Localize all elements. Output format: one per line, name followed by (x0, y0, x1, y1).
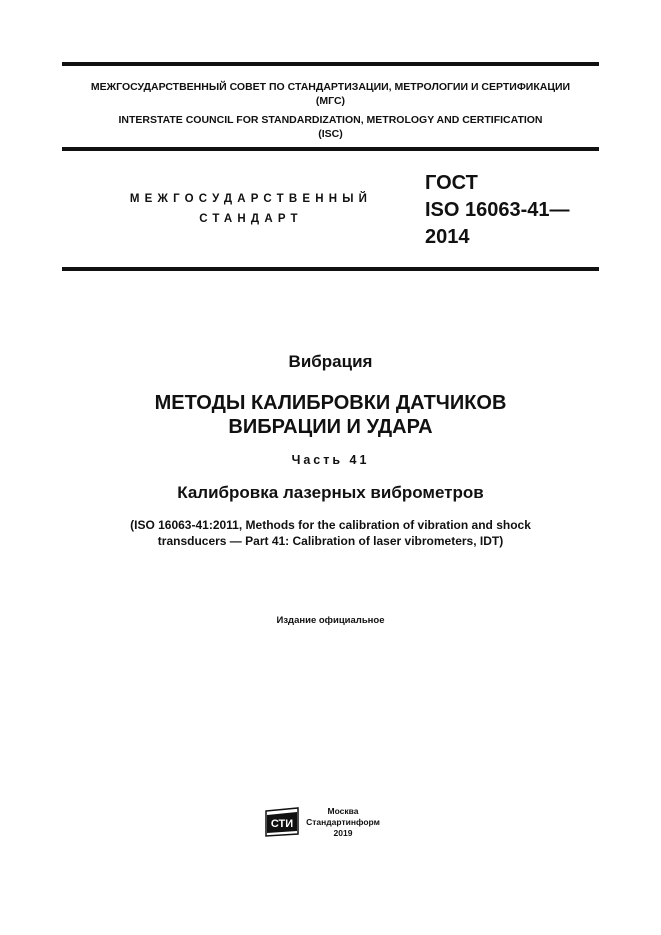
council-ru-abbr: (МГС) (315, 95, 346, 107)
council-en-abbr: (ISC) (318, 128, 343, 140)
top-rule (62, 62, 599, 66)
subtitle: Калибровка лазерных виброметров (177, 483, 484, 502)
iso-reference-line1: (ISO 16063-41:2011, Methods for the calibration of vibration and shock (130, 518, 531, 532)
topic-title: Вибрация (288, 352, 373, 371)
standard-rule (62, 267, 599, 271)
code-line2: ISO 16063-41— (425, 199, 570, 221)
code-line1: ГОСТ (425, 172, 478, 194)
standard-type-line1: МЕЖГОСУДАРСТВЕННЫЙ (129, 193, 373, 205)
main-title-line1: МЕТОДЫ КАЛИБРОВКИ ДАТЧИКОВ (154, 392, 507, 414)
code-line3: 2014 (425, 226, 470, 248)
part-label: Часть 41 (291, 453, 370, 467)
edition-label: Издание официальное (276, 615, 385, 626)
main-title-line2: ВИБРАЦИИ И УДАРА (228, 416, 433, 438)
publisher-city: Москва (327, 806, 359, 816)
svg-text:СТИ: СТИ (270, 818, 294, 830)
standard-type-line2: СТАНДАРТ (199, 213, 303, 225)
standard-code (425, 170, 570, 251)
council-ru: МЕЖГОСУДАРСТВЕННЫЙ СОВЕТ ПО СТАНДАРТИЗАЦИИ, МЕТРОЛОГИИ И СЕРТИФИКАЦИИ (90, 81, 571, 93)
iso-reference-line2: transducers — Part 41: Calibration of laser vibrometers, IDT) (157, 534, 504, 548)
header-rule (62, 147, 599, 151)
publisher-info (305, 806, 381, 839)
publisher-year: 2019 (333, 828, 353, 838)
standartinform-logo (264, 807, 300, 837)
council-en: INTERSTATE COUNCIL FOR STANDARDIZATION, METROLOGY AND CERTIFICATION (118, 114, 543, 126)
publisher-name: Стандартинформ (306, 817, 380, 827)
